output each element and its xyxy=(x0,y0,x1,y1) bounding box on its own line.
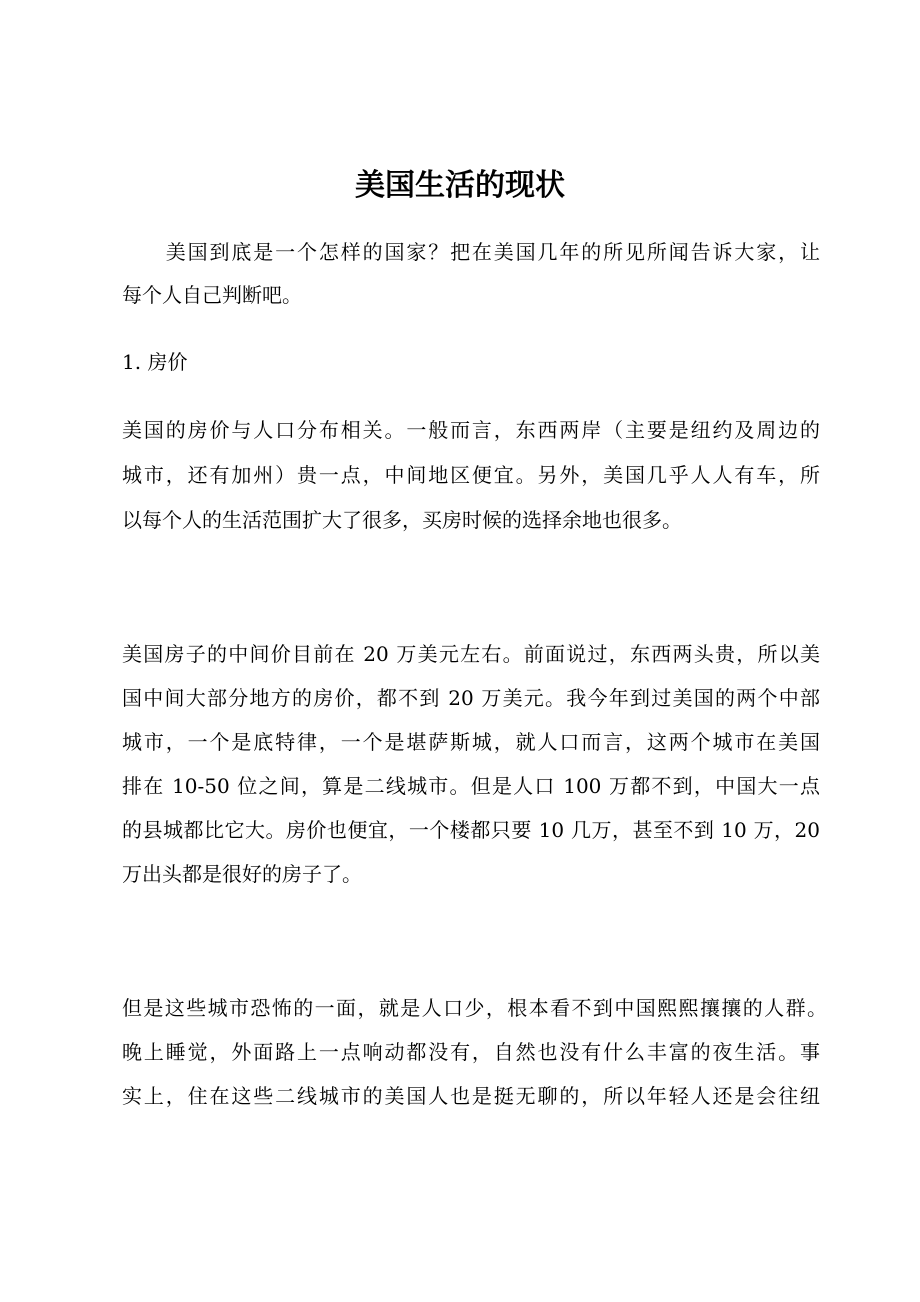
text-line: 晚上睡觉，外面路上一点响动都没有，自然也没有什么丰富的夜生活。事 xyxy=(122,1040,820,1064)
document-title: 美国生活的现状 xyxy=(355,168,565,203)
text-line: 万出头都是很好的房子了。 xyxy=(122,862,362,886)
text-line: 国中间大部分地方的房价，都不到 20 万美元。我今年到过美国的两个中部 xyxy=(122,686,820,710)
text-line: 实上，住在这些二线城市的美国人也是挺无聊的，所以年轻人还是会往纽 xyxy=(122,1084,820,1108)
text-line: 美国房子的中间价目前在 20 万美元左右。前面说过，东西两头贵，所以美 xyxy=(122,642,820,666)
text-line: 但是这些城市恐怖的一面，就是人口少，根本看不到中国熙熙攘攘的人群。 xyxy=(122,996,827,1020)
text-line: 以每个人的生活范围扩大了很多，买房时候的选择余地也很多。 xyxy=(122,508,682,532)
text-line: 排在 10-50 位之间，算是二线城市。但是人口 100 万都不到，中国大一点 xyxy=(122,774,820,798)
section-heading: 1. 房价 xyxy=(122,350,188,374)
text-line: 每个人自己判断吧。 xyxy=(122,283,302,307)
text-line: 的县城都比它大。房价也便宜，一个楼都只要 10 几万，甚至不到 10 万，20 xyxy=(122,818,820,842)
text-line: 城市，一个是底特律，一个是堪萨斯城，就人口而言，这两个城市在美国 xyxy=(122,730,820,754)
text-line: 美国的房价与人口分布相关。一般而言，东西两岸（主要是纽约及周边的 xyxy=(122,418,820,442)
text-line: 城市，还有加州）贵一点，中间地区便宜。另外，美国几乎人人有车，所 xyxy=(122,463,820,487)
text-line: 美国到底是一个怎样的国家？把在美国几年的所见所闻告诉大家，让 xyxy=(122,240,820,264)
